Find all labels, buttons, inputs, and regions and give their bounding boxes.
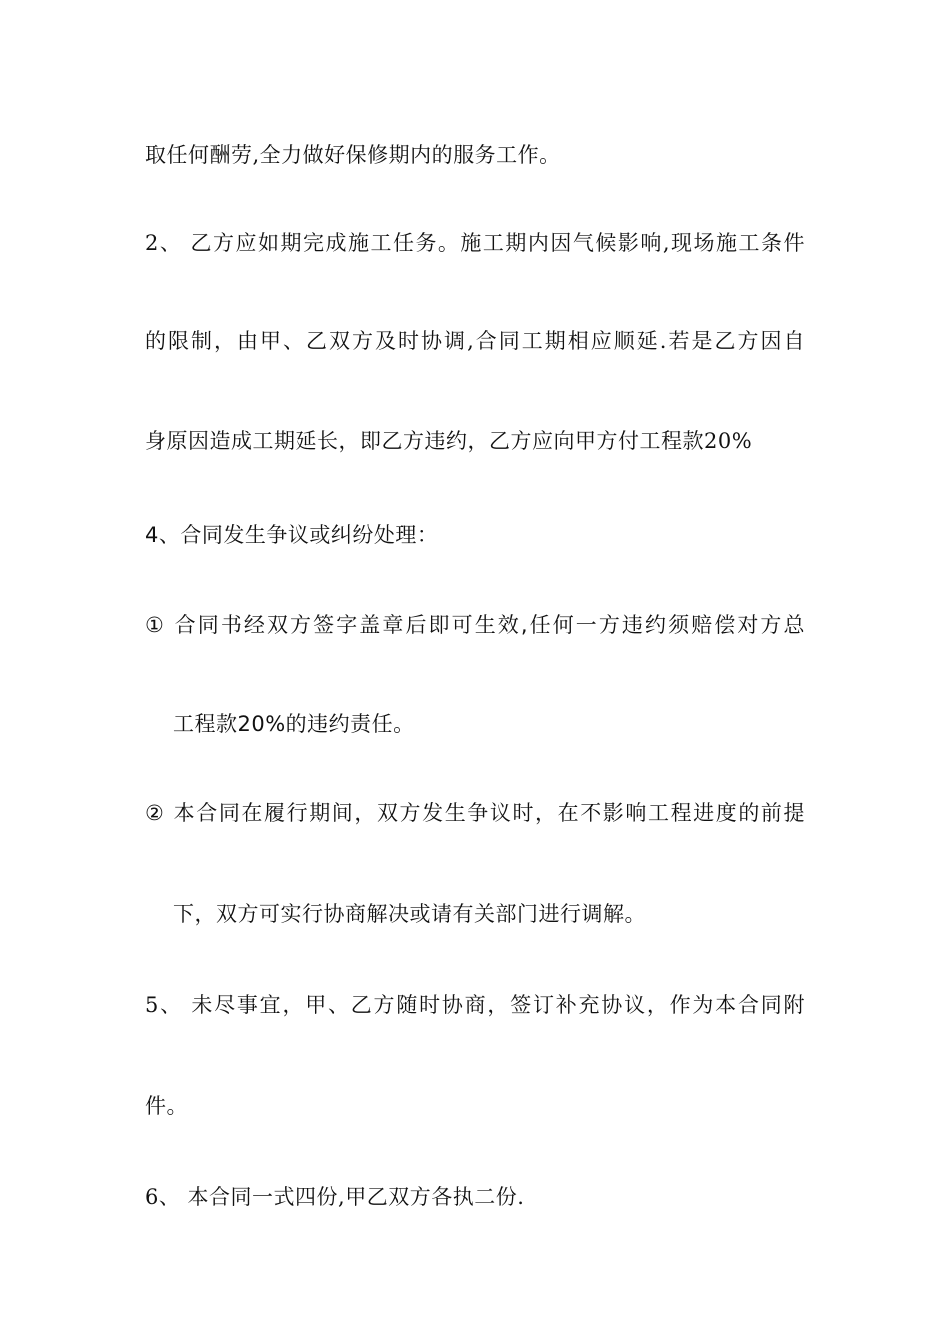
list-item-2: ② 本合同在履行期间，双方发生争议时，在不影响工程进度的前提: [145, 801, 805, 825]
text-line-6: 件。: [145, 1094, 188, 1118]
text-line-1: 取任何酬劳,全力做好保修期内的服务工作。: [145, 143, 561, 167]
text-line-2: 2、 乙方应如期完成施工任务。施工期内因气候影响,现场施工条件: [145, 231, 805, 255]
section-heading-4: 4、合同发生争议或纠纷处理：: [145, 523, 439, 547]
list-item-2-continuation: 下，双方可实行协商解决或请有关部门进行调解。: [173, 902, 646, 926]
list-item-1: ① 合同书经双方签字盖章后即可生效,任何一方违约须赔偿对方总: [145, 613, 805, 637]
text-line-7: 6、 本合同一式四份,甲乙双方各执二份.: [145, 1185, 525, 1209]
text-line-5: 5、 未尽事宜，甲、乙方随时协商，签订补充协议，作为本合同附: [145, 993, 805, 1017]
list-item-1-continuation: 工程款20%的违约责任。: [173, 712, 415, 736]
text-line-3: 的限制，由甲、乙双方及时协调,合同工期相应顺延.若是乙方因自: [145, 329, 805, 353]
text-line-4: 身原因造成工期延长，即乙方违约，乙方应向甲方付工程款20%: [145, 429, 753, 453]
